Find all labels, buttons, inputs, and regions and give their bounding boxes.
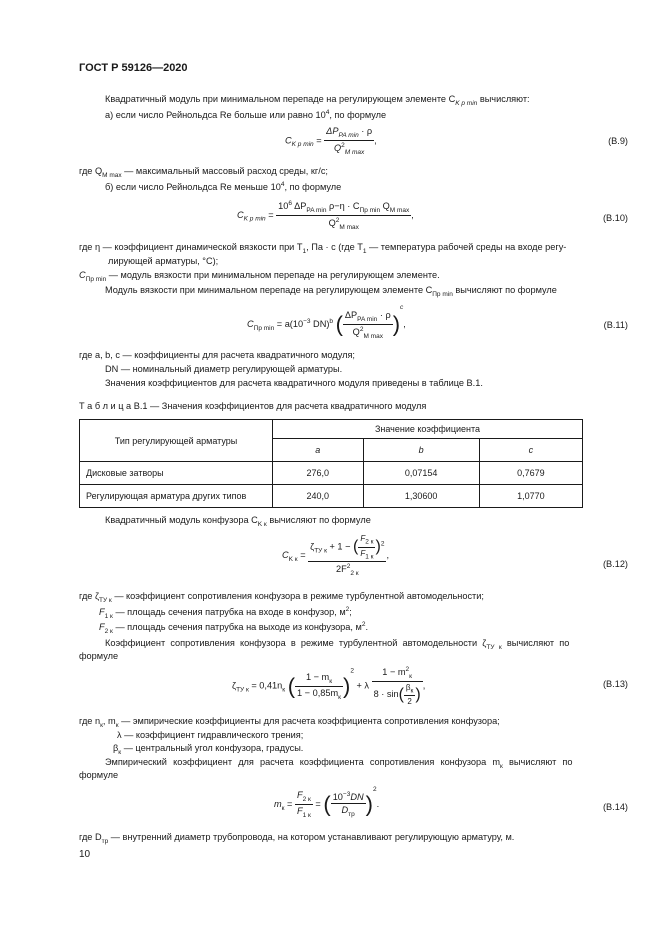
- paragraph-empirical: Эмпирический коэффициент для расчета коэффициента сопротивления конфузора $m_к$ вычисляют по: [105, 757, 573, 770]
- where-lambda: λ — коэффициент гидравлического трения;: [117, 730, 304, 740]
- where-n-m: где $n_к$, $m_к$ — эмпирические коэффициенты для расчета коэффициента сопротивления конфузора;: [79, 716, 500, 729]
- table-cell-c: 0,7679: [479, 462, 582, 485]
- formula-b12: $C_{K к}$ = $\zeta_{ТУ к} + 1$ − ( $\frac{F_{2 к}}{F_{1 к}}$ )$^2$ $2F^2_{2 к}$ ,: [282, 534, 389, 578]
- formula-b10: $C_{K p min}$ = $\frac{10^6 \Delta P_{PA min} \rho-\eta \cdot C_{Пp min} Q_{M max}}{Q^2_{M max}}$ ,: [237, 200, 414, 231]
- table-cell-a: 240,0: [273, 485, 364, 508]
- table-header-type: Тип регулирующей арматуры: [80, 420, 273, 462]
- paragraph-quadratic-module: Квадратичный модуль при минимальном перепаде на регулирующем элементе $C_{K p min}$ вычисляют:: [105, 94, 530, 107]
- paragraph-zeta-cont: формуле: [79, 651, 119, 661]
- table-header-row: [80, 420, 583, 439]
- table-cell-b: 1,30600: [363, 485, 479, 508]
- where-qmax: где $Q_{M max}$ — максимальный массовый расход среды, кг/с;: [79, 166, 328, 179]
- table-caption: Т а б л и ц а В.1 — Значения коэффициентов для расчета квадратичного модуля: [79, 401, 427, 411]
- table-cell-c: 1,0770: [479, 485, 582, 508]
- formula-b13: $\zeta_{ТУ к} = 0,41n_к$ ( $\frac{1 - m_к}{1 - 0,85m_к}$ )$^2$ + λ $1 - m^2_к$ 8 · sin( $\frac{\beta_к}{2}$ ) ,: [232, 666, 426, 707]
- table-cell-type: Дисковые затворы: [80, 462, 273, 485]
- where-dtr: где $D_{тр}$ — внутренний диаметр трубопровода, на котором устанавливают регулирующую арматуру, м.: [79, 832, 515, 845]
- table-cell-a: 276,0: [273, 462, 364, 485]
- where-zeta: где $\zeta_{ТУ к}$ — коэффициент сопротивления конфузора в режиме турбулентной автомодельности;: [79, 591, 484, 604]
- paragraph-confuser-module: Квадратичный модуль конфузора $C_{K к}$ вычисляют по формуле: [105, 515, 371, 528]
- where-f2: $F_{2 к}$ — площадь сечения патрубка на выходе из конфузора, $м^2$.: [99, 621, 369, 635]
- where-coefficients: где a, b, c — коэффициенты для расчета квадратичного модуля;: [79, 350, 355, 360]
- item-b: б) если число Рейнольдса Re меньше $10^4$, по формуле: [105, 181, 342, 193]
- table-header-c: c: [479, 439, 582, 462]
- where-beta: $\beta_к$ — центральный угол конфузора, градусы.: [113, 743, 304, 756]
- table-cell-type: Регулирующая арматура других типов: [80, 485, 273, 508]
- coefficient-table: [79, 419, 583, 508]
- equation-number-b10: (В.10): [602, 213, 628, 223]
- equation-number-b9: (В.9): [608, 136, 628, 146]
- equation-number-b12: (В.12): [602, 559, 628, 569]
- where-cpmin: $C_{Пp min}$ — модуль вязкости при минимальном перепаде на регулирующем элементе.: [79, 270, 440, 283]
- where-eta-line2: лирующей арматуры, °С);: [108, 256, 219, 266]
- table-header-value: Значение коэффициента: [273, 420, 583, 439]
- formula-b9: $C_{K p min}$ = $\frac{\Delta P_{PA min} \cdot \rho}{Q^2_{M max}}$ ,: [285, 126, 377, 156]
- where-dn: DN — номинальный диаметр регулирующей арматуры.: [105, 364, 343, 374]
- document-header: ГОСТ Р 59126—2020: [79, 62, 188, 74]
- page-number: 10: [79, 849, 91, 860]
- table-cell-b: 0,07154: [363, 462, 479, 485]
- table-reference: Значения коэффициентов для расчета квадратичного модуля приведены в таблице В.1.: [105, 378, 483, 388]
- paragraph-viscosity-module: Модуль вязкости при минимальном перепаде на регулирующем элементе $C_{Пp min}$ вычисляют по формуле: [105, 285, 557, 298]
- paragraph-empirical-cont: формуле: [79, 770, 119, 780]
- table-row: [80, 462, 583, 485]
- equation-number-b11: (В.11): [603, 320, 628, 330]
- table-header-b: b: [363, 439, 479, 462]
- equation-number-b13: (В.13): [602, 679, 628, 689]
- table-header-a: a: [273, 439, 364, 462]
- where-eta-line1: где η — коэффициент динамической вязкости при $T_1$, Па · с (где $T_1$ — температура рабочей среды на входе регу-: [79, 242, 567, 255]
- formula-b14: $m_к$ = $\frac{F_{2 к}}{F_{1 к}}$ = ( $\frac{10^{-3}DN}{D_{тр}}$ )$^2$.: [274, 786, 380, 819]
- formula-b11: $C_{Пp min} = a(10^{-3}$ DN)$^b$ ( $\frac{\Delta P_{PA min} \cdot \rho}{Q^2_{M max}}$ )$^c$,: [247, 304, 406, 340]
- where-f1: $F_{1 к}$ — площадь сечения патрубка на входе в конфузор, $м^2$;: [99, 606, 352, 620]
- paragraph-zeta: Коэффициент сопротивления конфузора в режиме турбулентной автомодельности $\zeta_{ТУ к}$ вычисляют по: [105, 638, 570, 651]
- item-a: а) если число Рейнольдса Re больше или равно $10^4$, по формуле: [105, 109, 387, 121]
- equation-number-b14: (В.14): [602, 802, 628, 812]
- table-row: [80, 485, 583, 508]
